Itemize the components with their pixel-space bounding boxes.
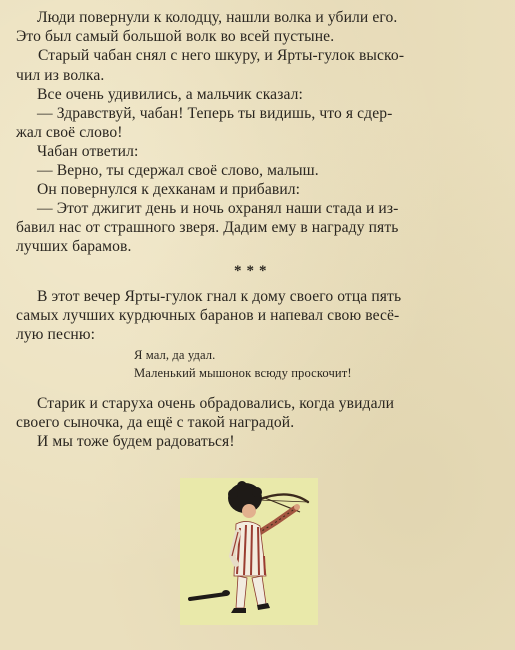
- text-line-18: своего сыночка, да ещё с такой наградой.: [16, 414, 295, 431]
- text-line-19: И мы тоже будем радоваться!: [37, 433, 235, 450]
- text-line-13: лучших барамов.: [16, 238, 132, 255]
- text-line-1: Люди повернули к колодцу, нашли волка и убили его.: [37, 9, 398, 26]
- text-line-10: Он повернулся к дехканам и прибавил:: [37, 181, 301, 198]
- text-line-9: — Верно, ты сдержал своё слово, малыш.: [37, 162, 319, 179]
- text-line-14: В этот вечер Ярты-гулок гнал к дому своего отца пять: [37, 288, 402, 305]
- text-line-17: Старик и старуха очень обрадовались, когда увидали: [37, 395, 395, 412]
- text-line-12: бавил нас от страшного зверя. Дадим ему в награду пять: [16, 219, 399, 236]
- poem-line-2: Маленький мышонок всюду проскочит!: [134, 366, 352, 380]
- text-line-6: — Здравствуй, чабан! Теперь ты видишь, что я сдер-: [37, 105, 393, 122]
- text-line-7: жал своё слово!: [16, 124, 123, 141]
- text-line-5: Все очень удивились, а мальчик сказал:: [37, 86, 303, 103]
- boy-with-bow-icon: [180, 478, 318, 625]
- text-line-2: Это был самый большой волк во всей пустыне.: [16, 28, 335, 45]
- text-line-3: Старый чабан снял с него шкуру, и Ярты-гулок выско-: [38, 47, 405, 64]
- illustration-panel: [180, 478, 318, 625]
- text-line-16: лую песню:: [16, 326, 96, 343]
- text-line-4: чил из волка.: [16, 67, 105, 84]
- text-line-11: — Этот джигит день и ночь охранял наши стада и из-: [37, 200, 399, 217]
- text-line-15: самых лучших курдючных баранов и напевал свою весё-: [16, 307, 400, 324]
- poem-line-1: Я мал, да удал.: [134, 348, 216, 362]
- section-divider-stars: ***: [234, 263, 272, 279]
- text-line-8: Чабан ответил:: [37, 143, 139, 160]
